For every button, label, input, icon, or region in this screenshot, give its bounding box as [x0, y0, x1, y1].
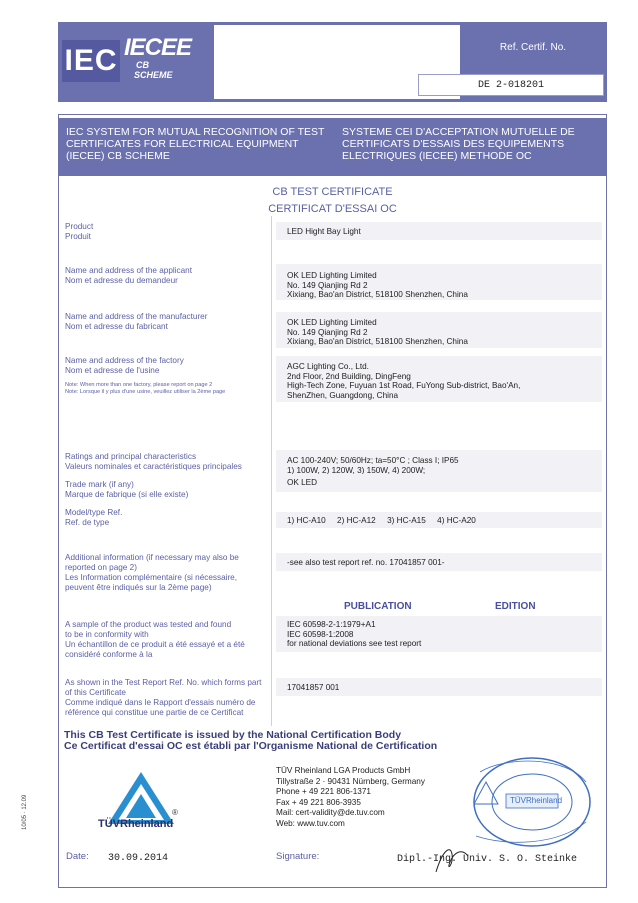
address-mail: Mail: cert-validity@de.tuv.com: [276, 808, 385, 818]
additional-label-en2: reported on page 2): [65, 563, 137, 572]
applicant-label-fr: Nom et adresse du demandeur: [65, 276, 178, 285]
address-line2: Tillystraße 2 · 90431 Nürnberg, Germany: [276, 776, 425, 786]
additional-label-fr2: peuvent être indiqués sur la 2ème page): [65, 583, 212, 592]
trademark-label-en: Trade mark (if any): [65, 480, 134, 489]
applicant-label: [65, 266, 270, 286]
manufacturer-address: [287, 318, 602, 347]
iec-logo-text: IEC: [64, 44, 118, 77]
factory-line4: ShenZhen, Guangdong, China: [287, 390, 399, 400]
ratings-label-en: Ratings and principal characteristics: [65, 452, 197, 461]
trademark-label: [65, 480, 270, 500]
product-label: [65, 222, 270, 242]
title-english: IEC SYSTEM FOR MUTUAL RECOGNITION OF TEST CERTIFICATES FOR ELECTRICAL EQUIPMENT (IECEE) CB SCHEME: [66, 126, 325, 162]
publication-line2: IEC 60598-1:2008: [287, 629, 354, 639]
factory-label-fr: Nom et adresse de l'usine: [65, 366, 160, 375]
report-label-en2: of this Certificate: [65, 688, 126, 697]
issued-statement-en: This CB Test Certificate is issued by the National Certification Body: [64, 729, 402, 741]
tuv-rheinland-logo-text: TÜVRheinland: [98, 818, 174, 830]
scheme-logo-text: SCHEME: [134, 70, 173, 80]
factory-note-fr: Note: Lorsque il y plus d'une usine, veuillez utiliser la 2ème page: [65, 389, 226, 395]
factory-line3: High-Tech Zone, Fuyuan 1st Road, FuYong Sub-district, Bao'An,: [287, 381, 521, 390]
edition-header: EDITION: [495, 601, 536, 612]
iec-logo: [62, 40, 120, 82]
report-label-en1: As shown in the Test Report Ref. No. which forms part: [65, 678, 262, 687]
factory-address: [287, 362, 602, 400]
report-ref-label: [65, 678, 270, 718]
factory-note-en: Note: When more than one factory, please report on page 2: [65, 382, 213, 388]
applicant-line1: OK LED Lighting Limited: [287, 271, 377, 280]
factory-line2: 2nd Floor, 2nd Building, DingFeng: [287, 371, 411, 381]
certificat-essai-title: CERTIFICAT D'ESSAI OC: [268, 203, 397, 215]
address-web: Web: www.tuv.com: [276, 818, 345, 828]
sample-label-en2: to be in conformity with: [65, 630, 149, 639]
handwritten-signature-icon: [432, 842, 472, 876]
report-label-fr2: référence qui constitue une partie de ce Certificat: [65, 708, 244, 717]
publication-line1: IEC 60598-2-1:1979+A1: [287, 620, 376, 629]
product-label-en: Product: [65, 222, 94, 231]
iecee-logo-text: IECEE: [124, 34, 192, 61]
manufacturer-line2: No. 149 Qianjing Rd 2: [287, 327, 368, 337]
additional-info-value: -see also test report ref. no. 17041857 001-: [287, 558, 445, 567]
signature-label: Signature:: [276, 851, 320, 862]
model-label-fr: Ref. de type: [65, 518, 110, 527]
model-value: 1) HC-A10 2) HC-A12 3) HC-A15 4) HC-A20: [287, 516, 476, 525]
date-value: 30.09.2014: [108, 853, 169, 864]
ratings-value: [287, 456, 602, 475]
factory-label: [65, 356, 270, 396]
applicant-line3: Xixiang, Bao'an District, 518100 Shenzhen, China: [287, 290, 468, 299]
manufacturer-label-en: Name and address of the manufacturer: [65, 312, 208, 321]
factory-line1: AGC Lighting Co., Ltd.: [287, 362, 369, 371]
ref-certif-label: Ref. Certif. No.: [499, 42, 567, 53]
sample-label-en1: A sample of the product was tested and found: [65, 620, 232, 629]
signature-value: Dipl.-Ing. Univ. S. O. Steinke: [397, 854, 578, 865]
model-label-en: Model/type Ref.: [65, 508, 123, 517]
publication-value: [287, 620, 602, 649]
applicant-label-en: Name and address of the applicant: [65, 266, 192, 275]
publication-header: PUBLICATION: [344, 601, 412, 612]
sample-label-fr2: considéré conforme à la: [65, 650, 153, 659]
model-label: [65, 508, 270, 528]
iecee-cb-logo: [124, 36, 204, 92]
factory-label-en: Name and address of the factory: [65, 356, 184, 365]
address-line1: TÜV Rheinland LGA Products GmbH: [276, 766, 411, 775]
ref-certif-number: DE 2-018201: [418, 74, 604, 96]
report-label-fr1: Comme indiqué dans le Rapport d'essais numéro de: [65, 698, 256, 707]
additional-label-fr1: Les Information complémentaire (si nécessaire,: [65, 573, 238, 582]
additional-label-en1: Additional information (if necessary may also be: [65, 553, 239, 562]
sample-label-fr1: Un échantillon de ce produit a été essayé et a été: [65, 640, 245, 649]
manufacturer-label: [65, 312, 270, 332]
ratings-line1: AC 100-240V; 50/60Hz; ta=50°C ; Class I; IP65: [287, 456, 459, 465]
product-value: LED Hight Bay Light: [287, 227, 361, 236]
report-ref-value: 17041857 001: [287, 683, 340, 692]
product-label-fr: Produit: [65, 232, 91, 241]
ratings-line2: 1) 100W, 2) 120W, 3) 150W, 4) 200W;: [287, 465, 426, 475]
form-code: 10/05 · 12.09: [22, 794, 28, 830]
issued-statement: [64, 730, 604, 752]
trademark-value: OK LED: [287, 478, 318, 487]
address-fax: Fax + 49 221 806-3935: [276, 797, 361, 807]
manufacturer-label-fr: Nom et adresse du fabricant: [65, 322, 168, 331]
date-label: Date:: [66, 851, 89, 862]
sample-label: [65, 620, 270, 660]
registered-mark: ®: [172, 808, 178, 817]
manufacturer-line3: Xixiang, Bao'an District, 518100 Shenzhen, China: [287, 337, 468, 346]
applicant-address: [287, 271, 602, 300]
ratings-label: [65, 452, 270, 472]
publication-line3: for national deviations see test report: [287, 639, 422, 648]
ratings-label-fr: Valeurs nominales et caractéristiques principales: [65, 462, 242, 471]
title-french: SYSTEME CEI D'ACCEPTATION MUTUELLE DE CERTIFICATS D'ESSAIS DES EQUIPEMENTS ELECTRIQUES (IECEE) METHODE OC: [342, 126, 575, 162]
applicant-line2: No. 149 Qianjing Rd 2: [287, 280, 368, 290]
column-divider: [271, 216, 272, 726]
manufacturer-line1: OK LED Lighting Limited: [287, 318, 377, 327]
issued-statement-fr: Ce Certificat d'essai OC est établi par l'Organisme National de Certification: [64, 740, 438, 752]
stamp-text: TÜVRheinland: [510, 796, 563, 805]
trademark-label-fr: Marque de fabrique (si elle existe): [65, 490, 189, 499]
cb-logo-text: CB: [136, 60, 149, 70]
cb-test-certificate-title: CB TEST CERTIFICATE: [272, 186, 393, 198]
address-phone: Phone + 49 221 806-1371: [276, 787, 371, 797]
additional-info-label: [65, 553, 270, 593]
